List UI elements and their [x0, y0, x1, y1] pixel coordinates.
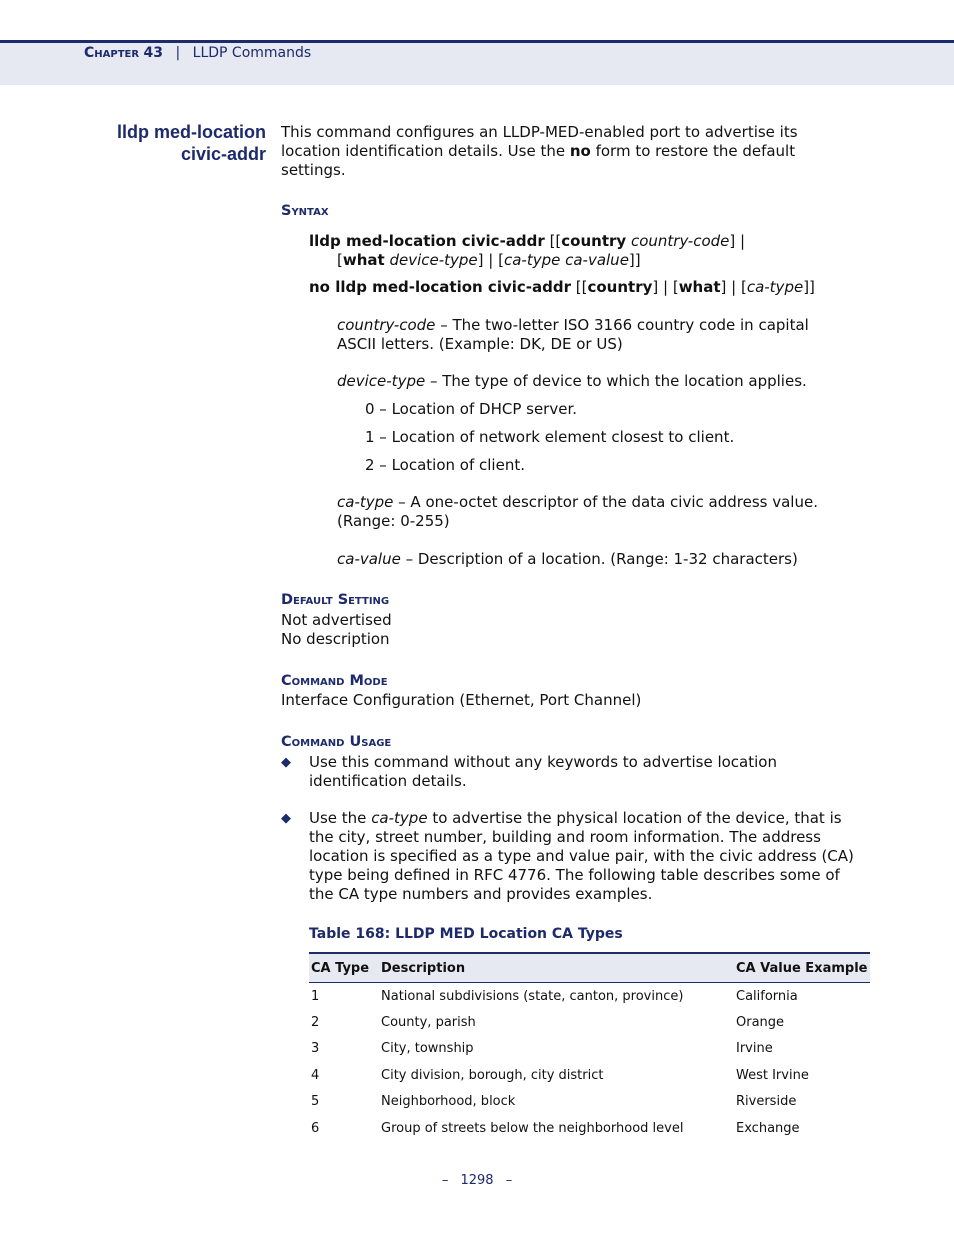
- intro-line1: This command configures an LLDP-MED-enabled port to advertise its: [281, 123, 798, 141]
- page-footer: [0, 1173, 954, 1188]
- cmd2-country: country: [587, 278, 653, 296]
- syntax-command-2: [309, 278, 815, 297]
- table-cell: National subdivisions (state, canton, province): [381, 988, 684, 1004]
- param-device-type: [337, 372, 807, 391]
- usage-b2-line5: the CA type numbers and provides examples.: [309, 885, 653, 903]
- usage-b2-catype: ca-type: [371, 809, 428, 827]
- cmd1-ca-type-value: ca-type ca-value: [503, 251, 629, 269]
- intro-line2c: form to restore the default: [590, 142, 796, 160]
- cmd1-bracket-open: [[: [544, 232, 562, 250]
- default-setting-heading: Default Setting: [281, 592, 390, 608]
- default-setting-text: [281, 611, 392, 649]
- diamond-bullet-icon: ◆: [281, 755, 291, 770]
- section-title: [117, 121, 266, 165]
- table-cell: West Irvine: [736, 1067, 809, 1083]
- table-cell: Group of streets below the neighborhood level: [381, 1120, 684, 1136]
- usage-bullet-1: [309, 753, 777, 791]
- table-cell: Riverside: [736, 1094, 797, 1110]
- table-header-row: [309, 953, 870, 983]
- column-header: CA Type: [309, 953, 379, 983]
- table-cell: 5: [311, 1094, 320, 1110]
- cmd2-what: what: [678, 278, 721, 296]
- chapter-number: 43: [143, 45, 164, 61]
- intro-no-keyword: no: [569, 142, 591, 160]
- usage-b2-line3: location is specified as a type and value pair, with the civic address (CA): [309, 847, 854, 865]
- intro-line2a: location identification details. Use the: [281, 142, 570, 160]
- usage-b2-line4: type being defined in RFC 4776. The following table describes some of: [309, 866, 840, 884]
- param-country-desc2: ASCII letters. (Example: DK, DE or US): [337, 335, 623, 353]
- cmd1-country: country: [561, 232, 627, 250]
- usage-bullet-2: [309, 809, 854, 904]
- table-row: [309, 1062, 870, 1088]
- footer-dash-left: –: [441, 1173, 449, 1188]
- table-cell: Neighborhood, block: [381, 1094, 516, 1110]
- table-caption: Table 168: LLDP MED Location CA Types: [309, 926, 623, 942]
- cmd1-country-code: country-code: [626, 232, 730, 250]
- footer-dash-right: –: [505, 1173, 513, 1188]
- table-cell: City division, borough, city district: [381, 1067, 604, 1083]
- syntax-heading: Syntax: [281, 203, 329, 219]
- table-row: [309, 983, 870, 1010]
- intro-line3: settings.: [281, 161, 346, 179]
- cmd1-what: what: [342, 251, 385, 269]
- diamond-bullet-icon: ◆: [281, 811, 291, 826]
- cmd1-pipe: ] |: [729, 232, 746, 250]
- table-cell: 2: [311, 1015, 320, 1031]
- table-cell: 4: [311, 1067, 320, 1083]
- default-line1: Not advertised: [281, 611, 392, 629]
- device-item: 1 – Location of network element closest to client.: [365, 428, 735, 446]
- command-mode-text: Interface Configuration (Ethernet, Port Channel): [281, 691, 642, 709]
- table-cell: 3: [311, 1041, 320, 1057]
- section-title-line1: lldp med-location: [116, 122, 266, 142]
- param-catype-term: ca-type: [337, 493, 394, 511]
- usage-b1-line2: identification details.: [309, 772, 467, 790]
- param-country-term: country-code: [337, 316, 436, 334]
- usage-b2-line1a: Use the: [309, 809, 372, 827]
- cmd2-ca-type: ca-type: [746, 278, 804, 296]
- cmd2-bracket-open: [[: [571, 278, 588, 296]
- table-row: [309, 1036, 870, 1062]
- param-ca-value: [337, 550, 798, 569]
- param-country-code: [337, 316, 809, 354]
- header-separator: |: [175, 45, 181, 61]
- running-header: [84, 45, 311, 61]
- table-cell: Orange: [736, 1015, 785, 1031]
- page-number: 1298: [460, 1173, 494, 1188]
- default-line2: No description: [281, 630, 390, 648]
- intro-paragraph: [281, 123, 798, 180]
- param-catype-desc1: – A one-octet descriptor of the data civic address value.: [393, 493, 818, 511]
- usage-b2-line2: the city, street number, building and room information. The address: [309, 828, 821, 846]
- param-ca-type: [337, 493, 818, 531]
- command-usage-heading: Command Usage: [281, 734, 392, 750]
- param-catype-desc2: (Range: 0-255): [337, 512, 450, 530]
- syntax-command-1: [309, 232, 745, 270]
- device-item: 2 – Location of client.: [365, 456, 525, 474]
- cmd2-bracket-close: ]]: [803, 278, 815, 296]
- param-device-term: device-type: [337, 372, 426, 390]
- table-cell: City, township: [381, 1041, 474, 1057]
- command-mode-heading: Command Mode: [281, 673, 388, 689]
- table-cell: Exchange: [736, 1120, 800, 1136]
- table-cell: 6: [311, 1120, 320, 1136]
- table-cell: 1: [311, 988, 320, 1004]
- ca-types-table: [309, 952, 870, 1141]
- section-title-line2: civic-addr: [180, 144, 266, 164]
- device-item: 0 – Location of DHCP server.: [365, 400, 578, 418]
- table-cell: California: [736, 988, 798, 1004]
- cmd1-bracket-close: ]]: [628, 251, 641, 269]
- column-header: Description: [379, 953, 734, 983]
- cmd1-device-type: device-type: [384, 251, 478, 269]
- table-row: [309, 1009, 870, 1035]
- usage-b2-line1c: to advertise the physical location of the device, that is: [427, 809, 842, 827]
- cmd1-keyword: lldp med-location civic-addr: [309, 232, 545, 250]
- cmd1-bracket: [: [337, 251, 343, 269]
- cmd2-pipe: ] | [: [652, 278, 679, 296]
- table-row: [309, 1115, 870, 1141]
- usage-b1-line1: Use this command without any keywords to advertise location: [309, 753, 777, 771]
- table-cell: Irvine: [736, 1041, 773, 1057]
- cmd2-pipe2: ] | [: [720, 278, 747, 296]
- cmd1-pipe2: ] | [: [477, 251, 504, 269]
- column-header: CA Value Example: [734, 953, 870, 983]
- param-cavalue-term: ca-value: [337, 550, 401, 568]
- table-cell: County, parish: [381, 1015, 476, 1031]
- param-device-desc: – The type of device to which the location applies.: [425, 372, 807, 390]
- chapter-word: Chapter: [84, 45, 140, 61]
- chapter-title: LLDP Commands: [192, 45, 312, 61]
- param-country-desc1: – The two-letter ISO 3166 country code in capital: [435, 316, 809, 334]
- table-row: [309, 1089, 870, 1115]
- cmd2-keyword: no lldp med-location civic-addr: [309, 278, 571, 296]
- param-cavalue-desc: – Description of a location. (Range: 1-32 characters): [400, 550, 798, 568]
